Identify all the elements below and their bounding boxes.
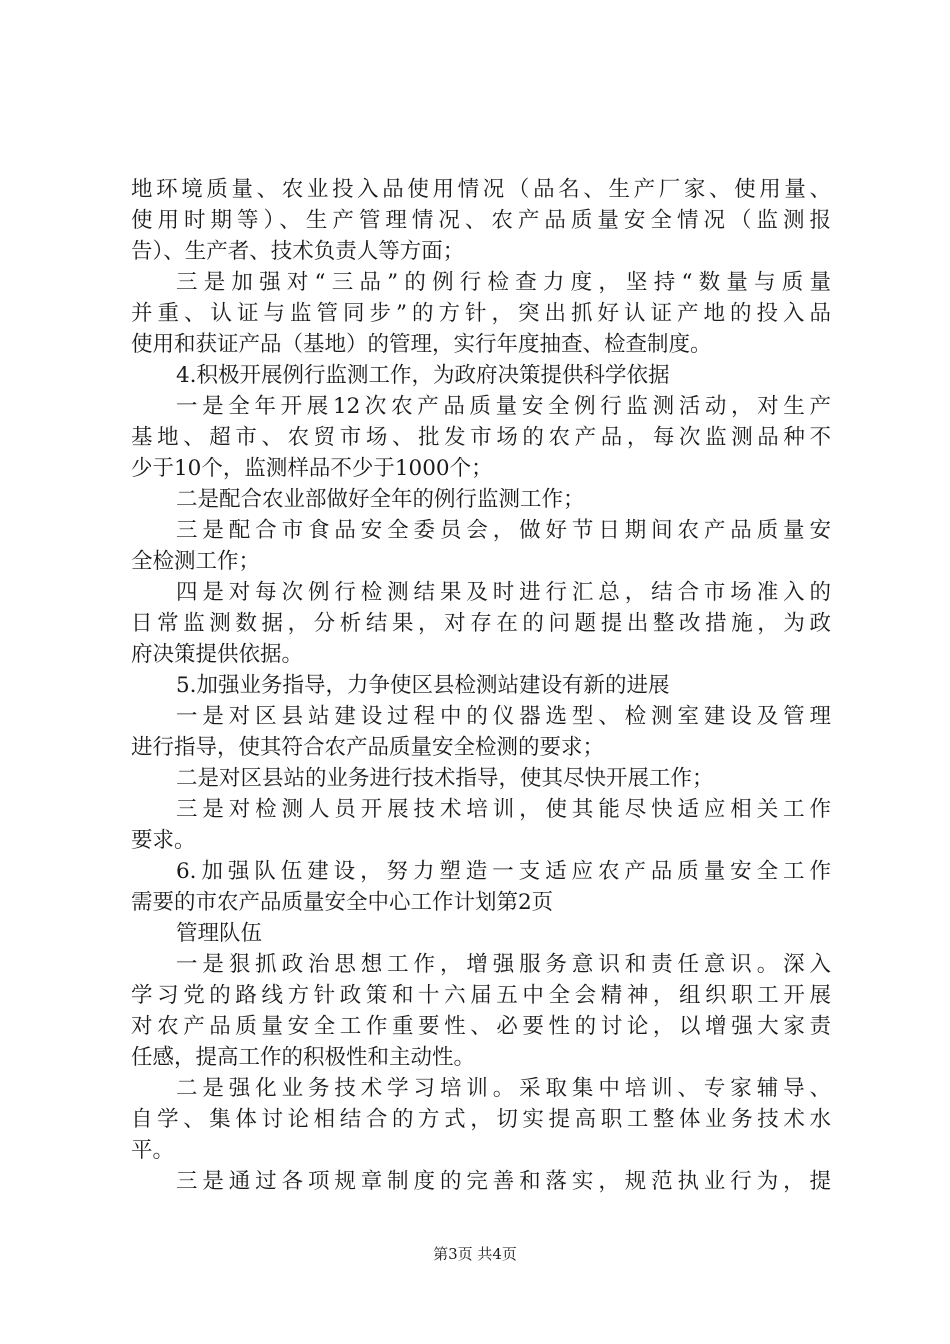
text-line: 管理队伍: [176, 921, 263, 946]
text-line: 一是狠抓政治思想工作，增强服务意识和责任意识。深入: [176, 952, 831, 977]
text-line: 6.加强队伍建设，努力塑造一支适应农产品质量安全工作: [176, 859, 831, 884]
text-line: 使用和获证产品（基地）的管理，实行年度抽查、检查制度。: [131, 332, 712, 357]
text-line: 进行指导，使其符合农产品质量安全检测的要求；: [131, 735, 605, 760]
text-line: 需要的市农产品质量安全中心工作计划第2页: [131, 890, 554, 915]
text-line: 4.积极开展例行监测工作，为政府决策提供科学依据: [176, 363, 670, 388]
text-line: 一是全年开展12次农产品质量安全例行监测活动，对生产: [176, 394, 831, 419]
text-line: 学习党的路线方针政策和十六届五中全会精神，组织职工开展: [131, 983, 831, 1008]
text-line: 平。: [131, 1138, 175, 1163]
text-line: 一是对区县站建设过程中的仪器选型、检测室建设及管理: [176, 704, 831, 729]
text-line: 三是配合市食品安全委员会，做好节日期间农产品质量安: [176, 518, 831, 543]
text-line: 并重、认证与监管同步”的方针，突出抓好认证产地的投入品: [131, 301, 831, 326]
text-line: 二是强化业务技术学习培训。采取集中培训、专家辅导、: [176, 1076, 831, 1101]
text-line: 府决策提供依据。: [131, 642, 304, 667]
text-line: 要求。: [131, 828, 196, 853]
text-line: 自学、集体讨论相结合的方式，切实提高职工整体业务技术水: [131, 1107, 831, 1132]
text-line: 二是对区县站的业务进行技术指导，使其尽快开展工作；: [176, 766, 714, 791]
page-footer: 第3页 共4页: [433, 1245, 517, 1263]
text-line: 少于10个，监测样品不少于1000个；: [131, 456, 493, 481]
text-line: 四是对每次例行检测结果及时进行汇总，结合市场准入的: [176, 580, 831, 605]
text-line: 告）、生产者、技术负责人等方面；: [131, 239, 465, 264]
text-line: 三是通过各项规章制度的完善和落实，规范执业行为，提: [176, 1169, 831, 1194]
text-line: 全检测工作；: [131, 549, 261, 574]
text-line: 5.加强业务指导，力争使区县检测站建设有新的进展: [176, 673, 670, 698]
text-line: 地环境质量、农业投入品使用情况（品名、生产厂家、使用量、: [131, 177, 831, 202]
text-line: 二是配合农业部做好全年的例行监测工作；: [176, 487, 585, 512]
text-line: 对农产品质量安全工作重要性、必要性的讨论，以增强大家责: [131, 1014, 831, 1039]
text-line: 日常监测数据，分析结果，对存在的问题提出整改措施，为政: [131, 611, 831, 636]
text-line: 三是对检测人员开展技术培训，使其能尽快适应相关工作: [176, 797, 831, 822]
text-line: 使用时期等）、生产管理情况、农产品质量安全情况（监测报: [131, 208, 831, 233]
text-line: 三是加强对“三品”的例行检查力度，坚持“数量与质量: [176, 270, 831, 295]
text-line: 任感，提高工作的积极性和主动性。: [131, 1045, 476, 1070]
document-body: [131, 174, 831, 1197]
text-line: 基地、超市、农贸市场、批发市场的农产品，每次监测品种不: [131, 425, 831, 450]
